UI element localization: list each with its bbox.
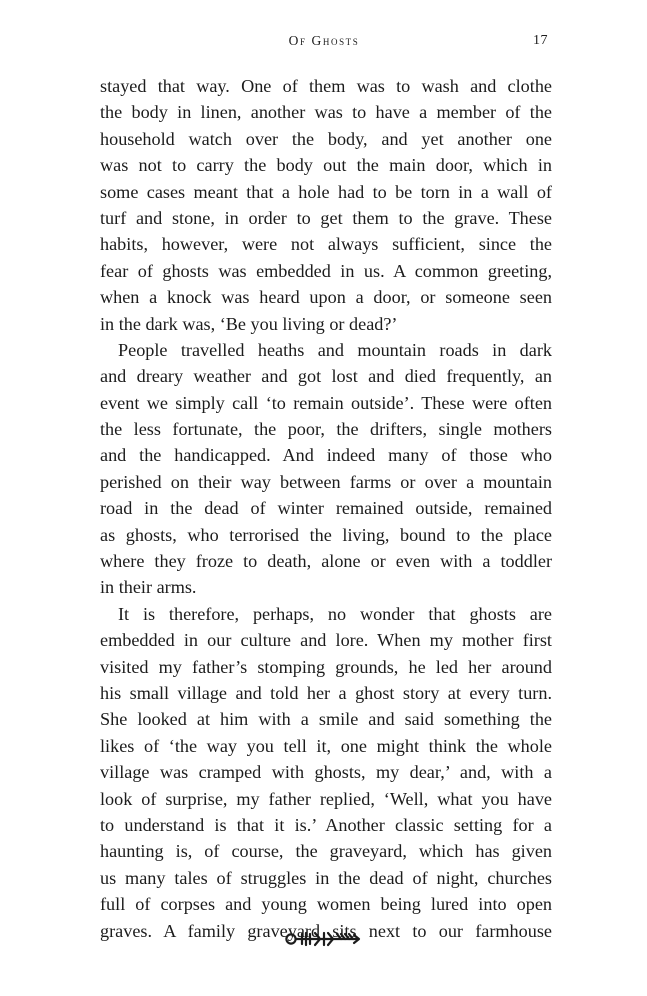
text-line: look of surprise, my father replied, ‘Well, what you have <box>100 788 552 809</box>
running-title: Of Ghosts <box>288 33 360 48</box>
text-line: graves. A family graveyard sits next to our farmhouse <box>100 920 552 941</box>
text-line: People travelled heaths and mountain roads in dark <box>118 339 552 360</box>
text-line: It is therefore, perhaps, no wonder that ghosts are <box>118 603 552 624</box>
text-line: the body in linen, another was to have a member of the <box>100 102 552 123</box>
text-line: She looked at him with a smile and said something the <box>100 709 552 730</box>
text-line: full of corpses and young women being lured into open <box>100 894 552 915</box>
page-number: 17 <box>533 33 548 48</box>
text-line: some cases meant that a hole had to be torn in a wall of <box>100 181 552 202</box>
paragraph-3 <box>100 601 552 944</box>
text-line: road in the dead of winter remained outside, remained <box>100 498 552 519</box>
text-line: haunting is, of course, the graveyard, which has given <box>100 841 552 862</box>
text-line: to understand is that it is.’ Another classic setting for a <box>100 814 552 835</box>
text-line: when a knock was heard upon a door, or someone seen <box>100 287 552 308</box>
text-line: his small village and told her a ghost story at every turn. <box>100 682 552 703</box>
text-line: fear of ghosts was embedded in us. A common greeting, <box>100 260 552 281</box>
text-line: visited my father’s stomping grounds, he led her around <box>100 656 552 677</box>
text-line: stayed that way. One of them was to wash and clothe <box>100 76 552 96</box>
text-line: likes of ‘the way you tell it, one might think the whole <box>100 735 552 756</box>
text-line: in the dark was, ‘Be you living or dead?’ <box>100 313 398 334</box>
text-line: event we simply call ‘to remain outside’. These were often <box>100 392 552 413</box>
text-line: the less fortunate, the poor, the drifters, single mothers <box>100 419 552 440</box>
text-line: habits, however, were not always sufficient, since the <box>100 234 552 255</box>
text-line: turf and stone, in order to get them to the grave. These <box>100 207 552 228</box>
text-line: and dreary weather and got lost and died frequently, an <box>100 366 552 387</box>
text-line: in their arms. <box>100 577 197 598</box>
text-line: and the handicapped. And indeed many of those who <box>100 445 552 466</box>
running-header <box>100 33 548 53</box>
text-line: as ghosts, who terrorised the living, bound to the place <box>100 524 552 545</box>
text-line: perished on their way between farms or over a mountain <box>100 471 552 492</box>
text-line: where they froze to death, alone or even with a toddler <box>100 551 552 572</box>
paragraph-1 <box>100 73 552 337</box>
body-text <box>100 73 552 944</box>
paragraph-2 <box>100 337 552 601</box>
text-line: was not to carry the body out the main door, which in <box>100 155 552 176</box>
text-line: embedded in our culture and lore. When my mother first <box>100 630 552 651</box>
text-line: village was cramped with ghosts, my dear,’ and, with a <box>100 762 552 783</box>
rune-ornament-icon <box>284 930 364 948</box>
text-line: household watch over the body, and yet another one <box>100 128 552 149</box>
text-line: us many tales of struggles in the dead of night, churches <box>100 867 552 888</box>
